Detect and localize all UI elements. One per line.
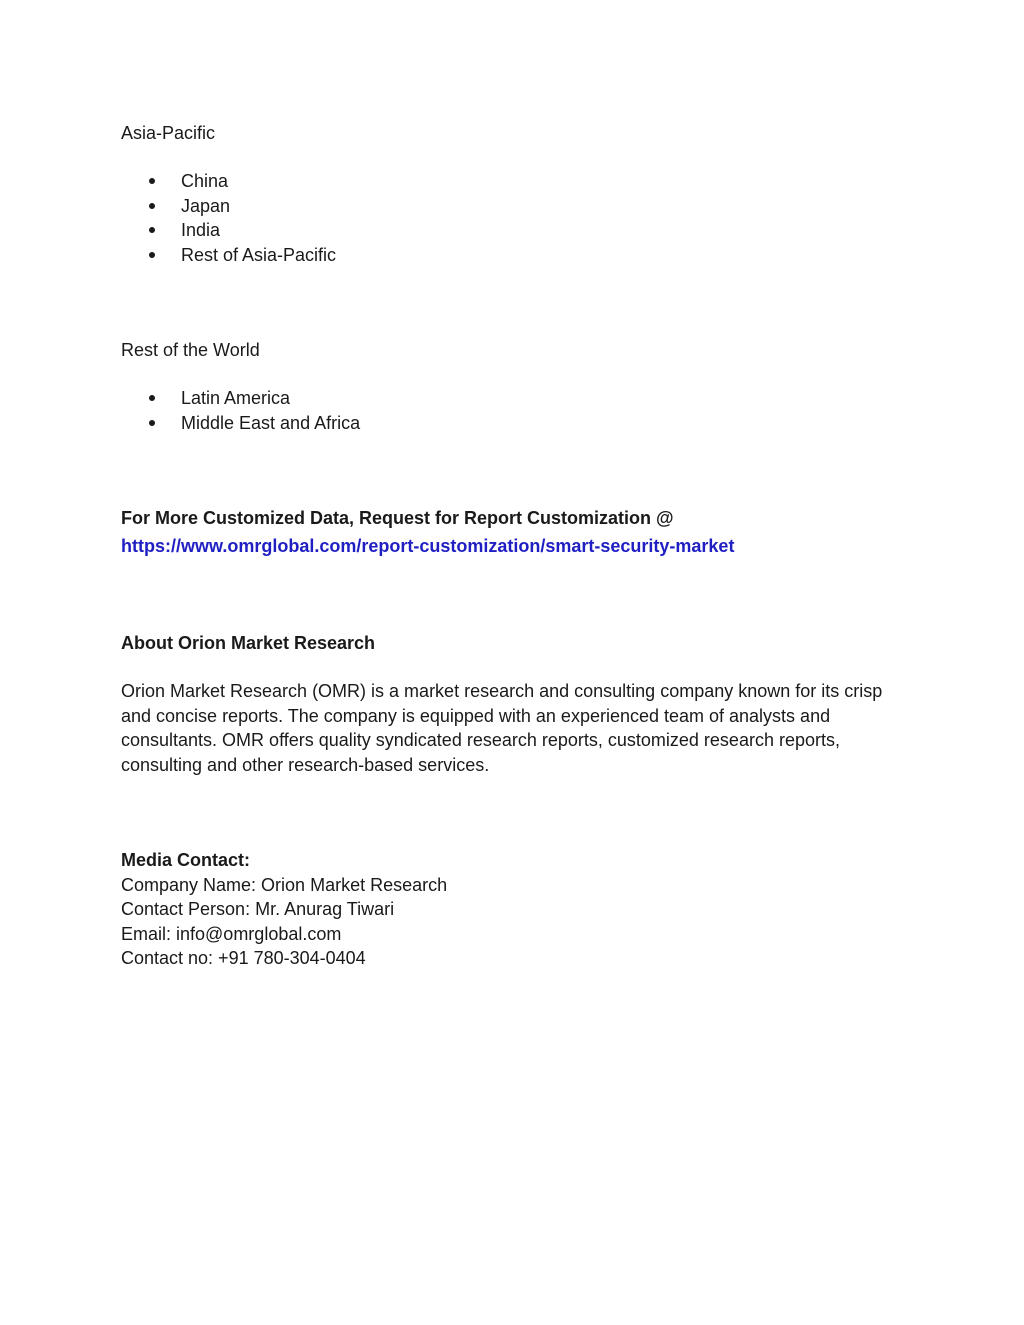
rest-of-world-list [121, 386, 911, 435]
about-line: and concise reports. The company is equipped with an experienced team of analysts and [121, 705, 831, 726]
bullet-icon [149, 203, 155, 209]
customization-section [121, 504, 911, 560]
about-line: Orion Market Research (OMR) is a market research and consulting company known for its crisp [121, 681, 883, 701]
rest-of-world-section [121, 338, 911, 363]
bullet-icon [149, 395, 155, 401]
contact-person: Contact Person: Mr. Anurag Tiwari [121, 899, 395, 920]
asia-pacific-list-block [121, 169, 911, 267]
about-heading-block [121, 631, 911, 656]
bullet-icon [149, 178, 155, 184]
list-item: China [121, 169, 911, 194]
rest-of-world-heading: Rest of the World [121, 340, 260, 360]
list-item: Rest of Asia-Pacific [121, 243, 911, 268]
customization-link[interactable]: https://www.omrglobal.com/report-customization/smart-security-market [121, 536, 735, 556]
contact-email: Email: info@omrglobal.com [121, 923, 342, 944]
list-item: Latin America [121, 386, 911, 411]
about-heading: About Orion Market Research [121, 633, 376, 653]
bullet-icon [149, 420, 155, 426]
about-paragraph [121, 679, 911, 777]
bullet-icon [149, 227, 155, 233]
asia-pacific-heading: Asia-Pacific [121, 123, 216, 143]
media-contact-heading: Media Contact: [121, 850, 251, 870]
company-name: Company Name: Orion Market Research [121, 874, 448, 895]
asia-pacific-list [121, 169, 911, 267]
asia-pacific-section [121, 121, 911, 146]
about-line: consulting and other research-based services. [121, 754, 490, 775]
media-contact-section [121, 848, 911, 971]
contact-phone: Contact no: +91 780-304-0404 [121, 948, 366, 969]
about-line: consultants. OMR offers quality syndicated research reports, customized research reports, [121, 730, 840, 751]
list-item: Japan [121, 194, 911, 219]
rest-of-world-list-block [121, 386, 911, 435]
customization-text: For More Customized Data, Request for Report Customization @ [121, 508, 674, 528]
list-item: India [121, 218, 911, 243]
bullet-icon [149, 252, 155, 258]
list-item: Middle East and Africa [121, 411, 911, 436]
